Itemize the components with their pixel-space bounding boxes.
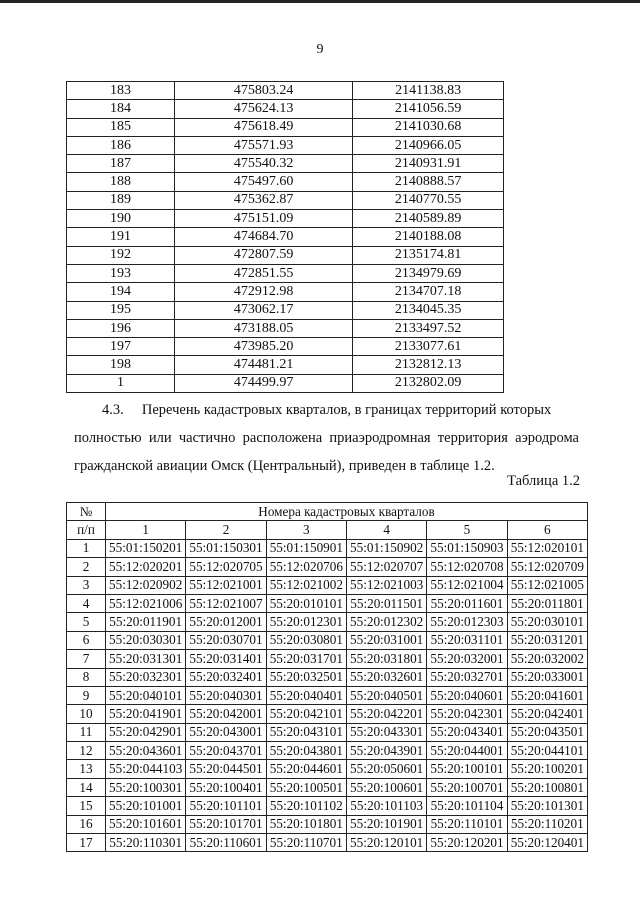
row-number: 15: [67, 797, 106, 815]
cadastral-quarter: 55:01:150902: [346, 539, 426, 557]
table-row: [67, 374, 504, 392]
cadastral-quarter: 55:20:041601: [507, 686, 587, 704]
cadastral-quarter: 55:01:150903: [427, 539, 507, 557]
cadastral-quarter: 55:01:150301: [186, 539, 266, 557]
table-row: [67, 594, 588, 612]
cadastral-quarter: 55:20:010101: [266, 594, 346, 612]
cadastral-quarter: 55:12:021007: [186, 594, 266, 612]
cadastral-quarter: 55:12:020707: [346, 558, 426, 576]
column-number: 6: [507, 521, 587, 539]
cadastral-quarter: 55:20:040301: [186, 686, 266, 704]
cadastral-quarter: 55:20:042101: [266, 705, 346, 723]
cadastral-quarter: 55:20:040101: [106, 686, 186, 704]
table-row: [67, 760, 588, 778]
cadastral-quarter: 55:20:100301: [106, 778, 186, 796]
table-row: [67, 778, 588, 796]
cadastral-quarter: 55:20:040401: [266, 686, 346, 704]
paragraph-text-1: Перечень кадастровых кварталов, в границах территорий которых: [141, 402, 552, 418]
cadastral-quarter: 55:20:100101: [427, 760, 507, 778]
table-row: [67, 118, 504, 136]
table-row: [67, 742, 588, 760]
point-number: 190: [67, 210, 175, 228]
point-number: 198: [67, 356, 175, 374]
cadastral-quarter: 55:20:101701: [186, 815, 266, 833]
y-coordinate: 2134707.18: [353, 283, 504, 301]
cadastral-quarter: 55:12:020706: [266, 558, 346, 576]
table-row: [67, 136, 504, 154]
table-row: [67, 723, 588, 741]
x-coordinate: 472807.59: [175, 246, 353, 264]
row-number: 14: [67, 778, 106, 796]
x-coordinate: 475624.13: [175, 100, 353, 118]
cadastral-quarter: 55:12:020709: [507, 558, 587, 576]
x-coordinate: 473062.17: [175, 301, 353, 319]
x-coordinate: 475618.49: [175, 118, 353, 136]
cadastral-quarter: 55:12:021002: [266, 576, 346, 594]
cadastral-quarter: 55:20:011601: [427, 594, 507, 612]
cadastral-quarter: 55:20:011501: [346, 594, 426, 612]
cadastral-quarter: 55:20:110201: [507, 815, 587, 833]
y-coordinate: 2140188.08: [353, 228, 504, 246]
cadastral-quarter: 55:20:031101: [427, 631, 507, 649]
cadastral-quarter: 55:20:101101: [186, 797, 266, 815]
x-coordinate: 474499.97: [175, 374, 353, 392]
paragraph-line-1: [74, 396, 579, 424]
cadastral-quarter: 55:12:021004: [427, 576, 507, 594]
cadastral-quarter: 55:20:030701: [186, 631, 266, 649]
point-number: 191: [67, 228, 175, 246]
cadastral-quarter: 55:12:020902: [106, 576, 186, 594]
cadastral-quarter: 55:20:031701: [266, 650, 346, 668]
x-coordinate: 473188.05: [175, 319, 353, 337]
point-number: 187: [67, 155, 175, 173]
table-row: [67, 558, 588, 576]
cadastral-quarter: 55:20:031401: [186, 650, 266, 668]
x-coordinate: 474481.21: [175, 356, 353, 374]
cadastral-quarter: 55:20:101901: [346, 815, 426, 833]
cadastral-quarter: 55:20:050601: [346, 760, 426, 778]
cadastral-quarter: 55:20:012001: [186, 613, 266, 631]
cadastral-quarter: 55:20:033001: [507, 668, 587, 686]
header-num: №: [67, 503, 106, 521]
cadastral-quarter: 55:01:150901: [266, 539, 346, 557]
cadastral-quarter: 55:20:110101: [427, 815, 507, 833]
cadastral-quarter: 55:12:020101: [507, 539, 587, 557]
cadastral-quarter: 55:12:021001: [186, 576, 266, 594]
table-row: [67, 301, 504, 319]
cadastral-quarter: 55:01:150201: [106, 539, 186, 557]
cadastral-quarter: 55:20:120401: [507, 834, 587, 852]
y-coordinate: 2140888.57: [353, 173, 504, 191]
point-number: 196: [67, 319, 175, 337]
table-row: [67, 650, 588, 668]
y-coordinate: 2141138.83: [353, 82, 504, 100]
point-number: 189: [67, 191, 175, 209]
row-number: 4: [67, 594, 106, 612]
row-number: 6: [67, 631, 106, 649]
row-number: 11: [67, 723, 106, 741]
cadastral-quarter: 55:20:032701: [427, 668, 507, 686]
table-row: [67, 283, 504, 301]
y-coordinate: 2134979.69: [353, 264, 504, 282]
table-row: [67, 539, 588, 557]
cadastral-quarter: 55:12:020705: [186, 558, 266, 576]
y-coordinate: 2140966.05: [353, 136, 504, 154]
cadastral-quarter: 55:20:100601: [346, 778, 426, 796]
cadastral-quarter: 55:20:101104: [427, 797, 507, 815]
section-4-3-paragraph: [74, 396, 579, 480]
cadastral-quarter: 55:20:042901: [106, 723, 186, 741]
page-number: 9: [316, 42, 324, 57]
table-row: [67, 246, 504, 264]
y-coordinate: 2132802.09: [353, 374, 504, 392]
table-row: [67, 82, 504, 100]
cadastral-quarter: 55:20:031201: [507, 631, 587, 649]
cadastral-quarter: 55:20:120101: [346, 834, 426, 852]
row-number: 7: [67, 650, 106, 668]
table-row: [67, 613, 588, 631]
x-coordinate: 475571.93: [175, 136, 353, 154]
cadastral-quarter: 55:20:120201: [427, 834, 507, 852]
cadastral-quarter: 55:20:101102: [266, 797, 346, 815]
row-number: 13: [67, 760, 106, 778]
column-number: 2: [186, 521, 266, 539]
cadastral-quarter: 55:20:030801: [266, 631, 346, 649]
cadastral-quarter: 55:20:032501: [266, 668, 346, 686]
cadastral-quarter: 55:12:020201: [106, 558, 186, 576]
table-header-row: [67, 503, 588, 521]
y-coordinate: 2140770.55: [353, 191, 504, 209]
point-number: 185: [67, 118, 175, 136]
header-title: Номера кадастровых кварталов: [106, 503, 588, 521]
cadastral-quarter: 55:20:030101: [507, 613, 587, 631]
cadastral-quarter: 55:20:031801: [346, 650, 426, 668]
column-number: 1: [106, 521, 186, 539]
cadastral-quarter: 55:20:011901: [106, 613, 186, 631]
x-coordinate: 475497.60: [175, 173, 353, 191]
x-coordinate: 472851.55: [175, 264, 353, 282]
cadastral-quarter: 55:20:100401: [186, 778, 266, 796]
table-row: [67, 338, 504, 356]
row-number: 10: [67, 705, 106, 723]
row-number: 17: [67, 834, 106, 852]
cadastral-quarter: 55:20:100801: [507, 778, 587, 796]
table-row: [67, 834, 588, 852]
table-row: [67, 686, 588, 704]
point-number: 183: [67, 82, 175, 100]
cadastral-quarter: 55:20:043401: [427, 723, 507, 741]
cadastral-quarter: 55:20:040601: [427, 686, 507, 704]
table-row: [67, 705, 588, 723]
cadastral-quarter: 55:20:031301: [106, 650, 186, 668]
cadastral-quarter: 55:20:100701: [427, 778, 507, 796]
table-row: [67, 191, 504, 209]
cadastral-quarter: 55:20:101801: [266, 815, 346, 833]
cadastral-quarter: 55:20:043701: [186, 742, 266, 760]
x-coordinate: 475151.09: [175, 210, 353, 228]
cadastral-quarter: 55:20:044001: [427, 742, 507, 760]
row-number: 12: [67, 742, 106, 760]
cadastral-quarter: 55:20:032601: [346, 668, 426, 686]
table-row: [67, 155, 504, 173]
cadastral-quarter: 55:20:032401: [186, 668, 266, 686]
table-row: [67, 576, 588, 594]
cadastral-quarter: 55:20:031001: [346, 631, 426, 649]
y-coordinate: 2141056.59: [353, 100, 504, 118]
cadastral-quarter: 55:20:101601: [106, 815, 186, 833]
column-number: 4: [346, 521, 426, 539]
table-row: [67, 668, 588, 686]
x-coordinate: 475540.32: [175, 155, 353, 173]
table-row: [67, 631, 588, 649]
cadastral-quarter: 55:20:042201: [346, 705, 426, 723]
cadastral-quarter: 55:20:043601: [106, 742, 186, 760]
y-coordinate: 2140589.89: [353, 210, 504, 228]
cadastral-quarter: 55:20:110301: [106, 834, 186, 852]
table-row: [67, 815, 588, 833]
point-number: 192: [67, 246, 175, 264]
row-number: 9: [67, 686, 106, 704]
row-number: 2: [67, 558, 106, 576]
cadastral-quarter: 55:20:011801: [507, 594, 587, 612]
cadastral-quarter: 55:20:041901: [106, 705, 186, 723]
point-number: 195: [67, 301, 175, 319]
cadastral-quarter: 55:20:044501: [186, 760, 266, 778]
table-row: [67, 797, 588, 815]
column-number: 3: [266, 521, 346, 539]
x-coordinate: 473985.20: [175, 338, 353, 356]
table-row: [67, 228, 504, 246]
cadastral-quarter: 55:20:110701: [266, 834, 346, 852]
cadastral-quarter: 55:20:044101: [507, 742, 587, 760]
cadastral-quarter: 55:20:040501: [346, 686, 426, 704]
y-coordinate: 2134045.35: [353, 301, 504, 319]
x-coordinate: 475803.24: [175, 82, 353, 100]
cadastral-quarter: 55:12:021006: [106, 594, 186, 612]
y-coordinate: 2133497.52: [353, 319, 504, 337]
cadastral-quarter: 55:20:043301: [346, 723, 426, 741]
cadastral-quarter: 55:12:020708: [427, 558, 507, 576]
row-number: 8: [67, 668, 106, 686]
cadastral-quarter: 55:20:044601: [266, 760, 346, 778]
cadastral-quarter: 55:20:101103: [346, 797, 426, 815]
point-number: 188: [67, 173, 175, 191]
cadastral-quarter: 55:20:032301: [106, 668, 186, 686]
point-number: 186: [67, 136, 175, 154]
table-caption: Таблица 1.2: [507, 473, 580, 489]
table-row: [67, 319, 504, 337]
row-number: 3: [67, 576, 106, 594]
cadastral-quarter: 55:20:012301: [266, 613, 346, 631]
point-number: 1: [67, 374, 175, 392]
table-column-numbers-row: [67, 521, 588, 539]
cadastral-quarter: 55:20:101001: [106, 797, 186, 815]
y-coordinate: 2141030.68: [353, 118, 504, 136]
paragraph-line-3: гражданской авиации Омск (Центральный), приведен в таблице 1.2.: [74, 458, 495, 474]
cadastral-quarter: 55:20:032002: [507, 650, 587, 668]
x-coordinate: 474684.70: [175, 228, 353, 246]
cadastral-quarter: 55:20:100201: [507, 760, 587, 778]
cadastral-quarter: 55:20:043901: [346, 742, 426, 760]
row-number: 16: [67, 815, 106, 833]
cadastral-quarter: 55:20:100501: [266, 778, 346, 796]
x-coordinate: 472912.98: [175, 283, 353, 301]
section-number: 4.3.: [102, 402, 124, 418]
y-coordinate: 2132812.13: [353, 356, 504, 374]
cadastral-quarter: 55:20:110601: [186, 834, 266, 852]
point-number: 197: [67, 338, 175, 356]
table-row: [67, 210, 504, 228]
cadastral-quarter: 55:20:030301: [106, 631, 186, 649]
table-row: [67, 173, 504, 191]
cadastral-quarter: 55:20:042401: [507, 705, 587, 723]
point-number: 194: [67, 283, 175, 301]
y-coordinate: 2140931.91: [353, 155, 504, 173]
column-number: 5: [427, 521, 507, 539]
header-num-2: п/п: [67, 521, 106, 539]
cadastral-quarter: 55:12:021005: [507, 576, 587, 594]
cadastral-quarter: 55:20:012303: [427, 613, 507, 631]
x-coordinate: 475362.87: [175, 191, 353, 209]
point-number: 184: [67, 100, 175, 118]
cadastral-quarter: 55:12:021003: [346, 576, 426, 594]
cadastral-quarter: 55:20:043001: [186, 723, 266, 741]
paragraph-line-2: полностью или частично расположена приаэродромная территория аэродрома: [74, 430, 579, 446]
cadastral-quarters-table: [66, 502, 588, 852]
cadastral-quarter: 55:20:101301: [507, 797, 587, 815]
y-coordinate: 2133077.61: [353, 338, 504, 356]
cadastral-quarter: 55:20:043101: [266, 723, 346, 741]
table-row: [67, 100, 504, 118]
row-number: 5: [67, 613, 106, 631]
row-number: 1: [67, 539, 106, 557]
coordinates-table: [66, 81, 504, 393]
cadastral-quarter: 55:20:043801: [266, 742, 346, 760]
cadastral-quarter: 55:20:042001: [186, 705, 266, 723]
cadastral-quarter: 55:20:043501: [507, 723, 587, 741]
cadastral-quarter: 55:20:044103: [106, 760, 186, 778]
cadastral-quarter: 55:20:012302: [346, 613, 426, 631]
point-number: 193: [67, 264, 175, 282]
table-row: [67, 264, 504, 282]
scan-top-edge: [0, 0, 640, 3]
y-coordinate: 2135174.81: [353, 246, 504, 264]
table-row: [67, 356, 504, 374]
cadastral-quarter: 55:20:042301: [427, 705, 507, 723]
cadastral-quarter: 55:20:032001: [427, 650, 507, 668]
